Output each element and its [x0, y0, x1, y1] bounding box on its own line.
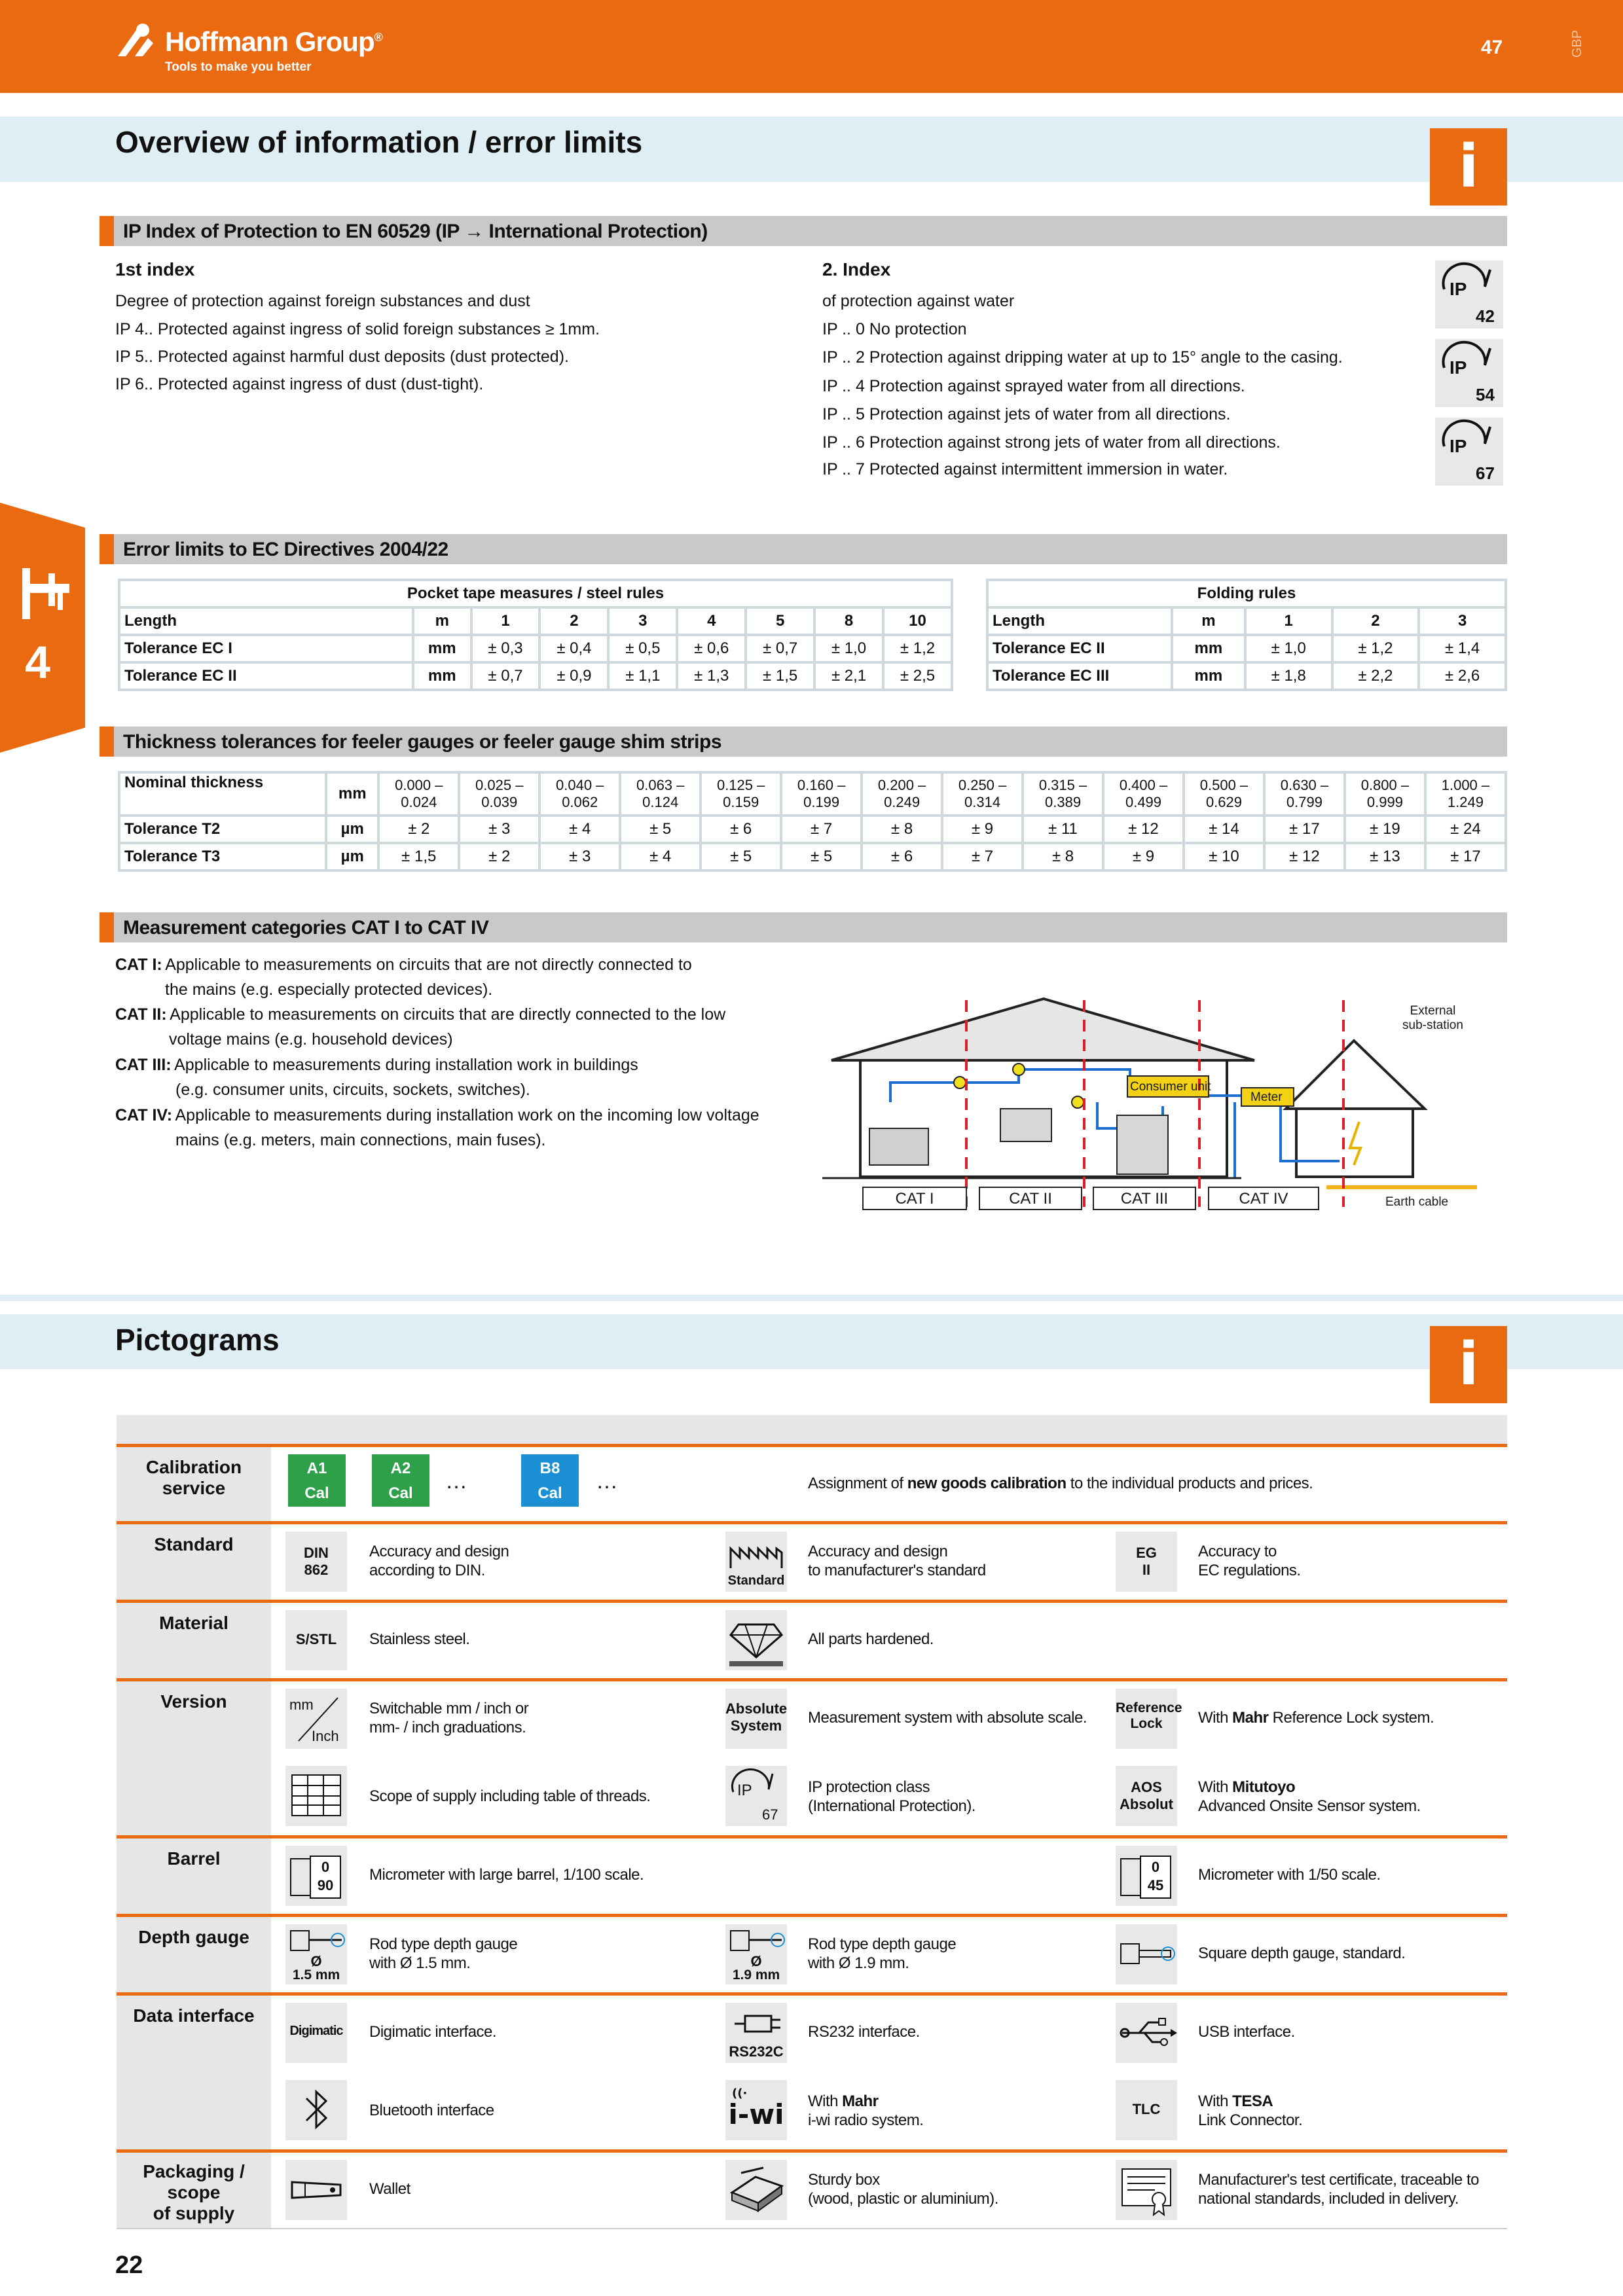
page-number-footer: 22	[115, 2251, 143, 2279]
table-row	[120, 609, 951, 634]
table-cell: ± 0,6	[678, 636, 744, 661]
stainless-steel-icon: S/STL	[285, 1610, 347, 1670]
barrel-text: Micrometer with large barrel, 1/100 scale.	[369, 1866, 644, 1884]
absolute-system-icon: Absolute System	[725, 1689, 787, 1749]
bluetooth-icon	[285, 2080, 347, 2140]
wallet-icon	[285, 2160, 347, 2220]
ellipsis: …	[445, 1469, 467, 1494]
table-cell: ± 1,2	[1334, 636, 1418, 661]
external-substation-label: External sub-station	[1402, 1004, 1463, 1032]
table-cell: m	[1173, 609, 1244, 634]
table-cell: 3	[610, 609, 676, 634]
table-cell: ± 1,3	[678, 664, 744, 689]
info-icon: i	[1430, 1326, 1507, 1403]
barrel-50-icon: 0 45	[1116, 1846, 1177, 1906]
thread-table-icon	[285, 1766, 347, 1826]
table-cell: 0.400 – 0.499	[1104, 774, 1182, 814]
table-cell: ± 17	[1266, 817, 1343, 842]
table-cell: 0.063 – 0.124	[621, 774, 699, 814]
table-cell: ± 7	[943, 844, 1021, 869]
ip-second-index-title: 2. Index	[822, 259, 891, 279]
table-cell: ± 2,2	[1334, 664, 1418, 689]
table-cell: ± 5	[702, 844, 780, 869]
table-cell: ± 1,4	[1420, 636, 1504, 661]
table-cell: 2	[1334, 609, 1418, 634]
depth-text: Rod type depth gauge with Ø 1.5 mm.	[369, 1935, 518, 1972]
table-cell: ± 2,1	[816, 664, 882, 689]
table-cell: ± 2	[380, 817, 458, 842]
row-label-packaging: Packaging / scope of supply	[143, 2161, 245, 2223]
ip-second-line: IP .. 4 Protection against sprayed water from all directions.	[822, 377, 1245, 395]
table-cell: mm	[414, 664, 470, 689]
eg-icon: EG II	[1116, 1532, 1177, 1592]
brand-name: Hoffmann Group®	[165, 26, 382, 57]
ip-second-line: of protection against water	[822, 292, 1015, 310]
square-depth-icon	[1116, 1924, 1177, 1984]
table-cell: ± 5	[782, 844, 860, 869]
table-cell: ± 13	[1346, 844, 1424, 869]
table-cell: mm	[414, 636, 470, 661]
version-text: Measurement system with absolute scale.	[808, 1709, 1087, 1727]
row-label-data-interface: Data interface	[133, 2005, 255, 2026]
cat-item: CAT II: Applicable to measurements on circuits that are directly connected to the low voltage mains (e.g. household devices)	[115, 1005, 726, 1049]
cat-label: CAT III	[1120, 1190, 1169, 1208]
material-text: Stainless steel.	[369, 1630, 470, 1648]
thickness-table	[118, 771, 1507, 872]
barrel-text: Micrometer with 1/50 scale.	[1198, 1866, 1381, 1884]
table-cell: 0.315 – 0.389	[1024, 774, 1102, 814]
table-cell: mm	[1173, 664, 1244, 689]
cat-label: CAT IV	[1239, 1190, 1288, 1208]
table-cell: ± 9	[1104, 844, 1182, 869]
table-row	[120, 664, 951, 689]
hoffmann-logo-icon	[117, 21, 162, 58]
table-cell: ± 8	[863, 817, 941, 842]
caliper-icon	[16, 564, 75, 623]
table-cell: ± 17	[1427, 844, 1504, 869]
ip-badge: IP 42	[1435, 260, 1503, 329]
table-cell: ± 4	[621, 844, 699, 869]
ip-first-line: IP 5.. Protected against harmful dust deposits (dust protected).	[115, 348, 569, 366]
table-cell: ± 2	[460, 844, 538, 869]
cat-label: CAT II	[1009, 1190, 1052, 1208]
cat-item: CAT IV: Applicable to measurements during installation work on the incoming low voltage mains (e.g. meters, main connections, main fuses).	[115, 1106, 759, 1149]
table-cell: 5	[747, 609, 813, 634]
data-text: With Mahr i-wi radio system.	[808, 2092, 924, 2129]
cat-item: CAT III: Applicable to measurements during installation work in buildings (e.g. consumer units, circuits, sockets, switches).	[115, 1056, 638, 1099]
depth-text: Square depth gauge, standard.	[1198, 1945, 1406, 1962]
table-cell: Nominal thickness	[120, 774, 325, 814]
table-cell: ± 5	[621, 817, 699, 842]
data-text: Bluetooth interface	[369, 2102, 494, 2119]
table-cell: 0.125 – 0.159	[702, 774, 780, 814]
reference-lock-icon: Reference Lock	[1116, 1689, 1177, 1749]
table-cell: m	[414, 609, 470, 634]
ip-first-line: IP 4.. Protected against ingress of solid foreign substances ≥ 1mm.	[115, 320, 600, 338]
table-cell: µm	[327, 844, 377, 869]
table-cell: ± 0,7	[473, 664, 539, 689]
table-cell: Tolerance EC II	[120, 664, 412, 689]
earth-cable-label: Earth cable	[1385, 1195, 1449, 1209]
row-label-version: Version	[160, 1691, 227, 1712]
folding-rules-table: Folding rules Length m 1 2 3 Tolerance EC II mm ± 1,0 ± 1,2 ± 1,4 Tolerance EC III mm ± 1,8 ± 2,2 ± 2,6	[986, 579, 1507, 691]
meter-label: Meter	[1250, 1090, 1283, 1104]
version-text: IP protection class (International Protection).	[808, 1778, 976, 1815]
ip-second-line: IP .. 5 Protection against jets of water from all directions.	[822, 405, 1231, 423]
row-label-barrel: Barrel	[167, 1848, 221, 1869]
table-cell: ± 9	[943, 817, 1021, 842]
table-cell: 10	[884, 609, 951, 634]
data-text: USB interface.	[1198, 2023, 1295, 2041]
table-cell: ± 6	[863, 844, 941, 869]
table-row	[989, 609, 1504, 634]
table-cell: 0.160 – 0.199	[782, 774, 860, 814]
calibration-text: Assignment of new goods calibration to the individual products and prices.	[808, 1475, 1313, 1492]
ip-first-line: IP 6.. Protected against ingress of dust (dust-tight).	[115, 375, 484, 393]
cat-diagram	[822, 984, 1507, 1225]
table-cell: µm	[327, 817, 377, 842]
table-cell: ± 4	[541, 817, 619, 842]
table-cell: ± 1,5	[380, 844, 458, 869]
aos-icon: AOS Absolut	[1116, 1766, 1177, 1826]
mm-inch-icon: mm Inch	[285, 1689, 347, 1749]
table-cell: ± 14	[1185, 817, 1263, 842]
table-cell: ± 1,1	[610, 664, 676, 689]
ip-first-line: Degree of protection against foreign substances and dust	[115, 292, 530, 310]
standard-text: Accuracy to EC regulations.	[1198, 1543, 1301, 1579]
table-cell: Tolerance EC I	[120, 636, 412, 661]
brand-tagline: Tools to make you better	[165, 60, 312, 74]
language-code: GBP	[1570, 29, 1584, 58]
depth-text: Rod type depth gauge with Ø 1.9 mm.	[808, 1935, 957, 1972]
table-cell: Tolerance T2	[120, 817, 325, 842]
error-limits-header: Error limits to EC Directives 2004/22	[100, 534, 1507, 564]
table-cell: 0.500 – 0.629	[1185, 774, 1263, 814]
version-text: With Mahr Reference Lock system.	[1198, 1709, 1434, 1727]
table-cell: 2	[541, 609, 607, 634]
table-cell: ± 8	[1024, 844, 1102, 869]
table-cell: ± 1,0	[816, 636, 882, 661]
table-cell: mm	[327, 774, 377, 814]
pocket-tape-table: Pocket tape measures / steel rules Length m 1 2 3 4 5 8 10 Tolerance EC I mm ± 0,3 ± 0,4 ± 0,5 ± 0,6 ± 0,7 ± 1,0 ± 1,2 Tolerance EC II mm ± 0,7 ± 0,9 ± 1,1 ± 1,3 ± 1,5 ± 2,1 ± 2,5	[118, 579, 953, 691]
data-text: With TESA Link Connector.	[1198, 2092, 1303, 2129]
table-cell: ± 1,2	[884, 636, 951, 661]
table-cell: ± 1,0	[1247, 636, 1331, 661]
row-label-calibration: Calibration service	[145, 1457, 242, 1498]
table-row	[120, 636, 951, 661]
table-cell: ± 3	[460, 817, 538, 842]
ip-first-index-title: 1st index	[115, 259, 195, 279]
version-text: With Mitutoyo Advanced Onsite Sensor system.	[1198, 1778, 1421, 1815]
table-row	[120, 774, 1504, 814]
standard-text: Accuracy and design according to DIN.	[369, 1543, 509, 1579]
page-number-top: 47	[1481, 37, 1503, 58]
ip-second-line: IP .. 7 Protected against intermittent immersion in water.	[822, 460, 1228, 478]
standard-icon: Standard	[725, 1532, 787, 1592]
table-cell: ± 1,5	[747, 664, 813, 689]
table-row	[120, 817, 1504, 842]
row-label-material: Material	[159, 1613, 228, 1633]
depth-rod-19-icon: Ø 1.9 mm	[725, 1924, 787, 1984]
digimatic-icon: Digimatic	[285, 2003, 347, 2063]
ip-section-header: IP Index of Protection to EN 60529 (IP → International Protection)	[100, 216, 1507, 246]
cat-item: CAT I: Applicable to measurements on circuits that are not directly connected to the mains (e.g. especially protected devices).	[115, 956, 692, 999]
cat-header: Measurement categories CAT I to CAT IV	[100, 912, 1507, 942]
table-cell: 4	[678, 609, 744, 634]
cat-label: CAT I	[895, 1190, 934, 1208]
table-row	[989, 636, 1504, 661]
data-text: Digimatic interface.	[369, 2023, 497, 2041]
chapter-tab	[0, 503, 85, 753]
i-wi-icon: ((· i-wi	[725, 2080, 787, 2140]
version-text: Scope of supply including table of threads.	[369, 1787, 651, 1805]
table-cell: 8	[816, 609, 882, 634]
data-text: RS232 interface.	[808, 2023, 920, 2041]
tlc-icon: TLC	[1116, 2080, 1177, 2140]
table-cell: ± 24	[1427, 817, 1504, 842]
table-cell: ± 0,9	[541, 664, 607, 689]
table-cell: ± 12	[1266, 844, 1343, 869]
table-cell: Tolerance EC III	[989, 664, 1171, 689]
ip-badge: IP 67	[1435, 418, 1503, 486]
calibration-badge-a2: A2 Cal	[372, 1454, 429, 1507]
thickness-header: Thickness tolerances for feeler gauges or feeler gauge shim strips	[100, 726, 1507, 757]
table-cell: Length	[989, 609, 1171, 634]
table-cell: ± 7	[782, 817, 860, 842]
rs232-icon: RS232C	[725, 2003, 787, 2063]
table-cell: ± 3	[541, 844, 619, 869]
standard-text: Accuracy and design to manufacturer's standard	[808, 1543, 986, 1579]
table-cell: 0.630 – 0.799	[1266, 774, 1343, 814]
row-label-standard: Standard	[154, 1534, 234, 1554]
usb-icon	[1116, 2003, 1177, 2063]
table-cell: 1	[1247, 609, 1331, 634]
packaging-text: Manufacturer's test certificate, traceable to national standards, included in delivery.	[1198, 2171, 1479, 2208]
din-icon: DIN 862	[285, 1532, 347, 1592]
diamond-icon	[725, 1610, 787, 1670]
table-cell: ± 0,7	[747, 636, 813, 661]
table-cell: 0.200 – 0.249	[863, 774, 941, 814]
table-cell: mm	[1173, 636, 1244, 661]
calibration-badge-b8: B8 Cal	[521, 1454, 579, 1507]
table-cell: ± 6	[702, 817, 780, 842]
table-cell: ± 12	[1104, 817, 1182, 842]
table-cell: ± 11	[1024, 817, 1102, 842]
chapter-number: 4	[25, 637, 50, 688]
overview-title: Overview of information / error limits	[115, 125, 643, 159]
barrel-100-icon: 0 90	[285, 1846, 347, 1906]
table-cell: Tolerance EC II	[989, 636, 1171, 661]
material-text: All parts hardened.	[808, 1630, 934, 1648]
ip-second-line: IP .. 2 Protection against dripping water at up to 15° angle to the casing.	[822, 348, 1343, 367]
table-cell: ± 2,5	[884, 664, 951, 689]
version-text: Switchable mm / inch or mm- / inch graduations.	[369, 1700, 529, 1736]
table-cell: 1.000 – 1.249	[1427, 774, 1504, 814]
ellipsis: …	[596, 1469, 618, 1494]
table-cell: ± 0,3	[473, 636, 539, 661]
table-row	[989, 664, 1504, 689]
table-cell: 3	[1420, 609, 1504, 634]
table-cell: ± 1,8	[1247, 664, 1331, 689]
packaging-text: Wallet	[369, 2180, 410, 2198]
certificate-icon	[1116, 2160, 1177, 2220]
ip-badge: IP 54	[1435, 339, 1503, 407]
table-cell: ± 0,4	[541, 636, 607, 661]
table-row	[120, 844, 1504, 869]
consumer-unit-label: Consumer unit	[1130, 1080, 1211, 1094]
table-cell: 0.800 – 0.999	[1346, 774, 1424, 814]
packaging-text: Sturdy box (wood, plastic or aluminium).	[808, 2171, 998, 2208]
ip-second-line: IP .. 6 Protection against strong jets of water from all directions.	[822, 433, 1281, 452]
pictograms-title: Pictograms	[115, 1323, 280, 1357]
depth-rod-15-icon: Ø 1.5 mm	[285, 1924, 347, 1984]
table-cell: ± 10	[1185, 844, 1263, 869]
table-cell: ± 19	[1346, 817, 1424, 842]
info-icon: i	[1430, 128, 1507, 206]
table-cell: Tolerance T3	[120, 844, 325, 869]
table-cell: 0.025 – 0.039	[460, 774, 538, 814]
ip-second-line: IP .. 0 No protection	[822, 320, 967, 338]
calibration-badge-a1: A1 Cal	[288, 1454, 346, 1507]
table-cell: ± 2,6	[1420, 664, 1504, 689]
box-icon	[725, 2160, 787, 2220]
table-cell: ± 0,5	[610, 636, 676, 661]
table-cell: 0.250 – 0.314	[943, 774, 1021, 814]
table-cell: 0.000 – 0.024	[380, 774, 458, 814]
cat-list	[115, 956, 809, 1157]
row-label-depth-gauge: Depth gauge	[138, 1927, 249, 1947]
ip67-icon: IP 67	[725, 1766, 787, 1826]
table-cell: 0.040 – 0.062	[541, 774, 619, 814]
table-cell: Length	[120, 609, 412, 634]
table-cell: 1	[473, 609, 539, 634]
